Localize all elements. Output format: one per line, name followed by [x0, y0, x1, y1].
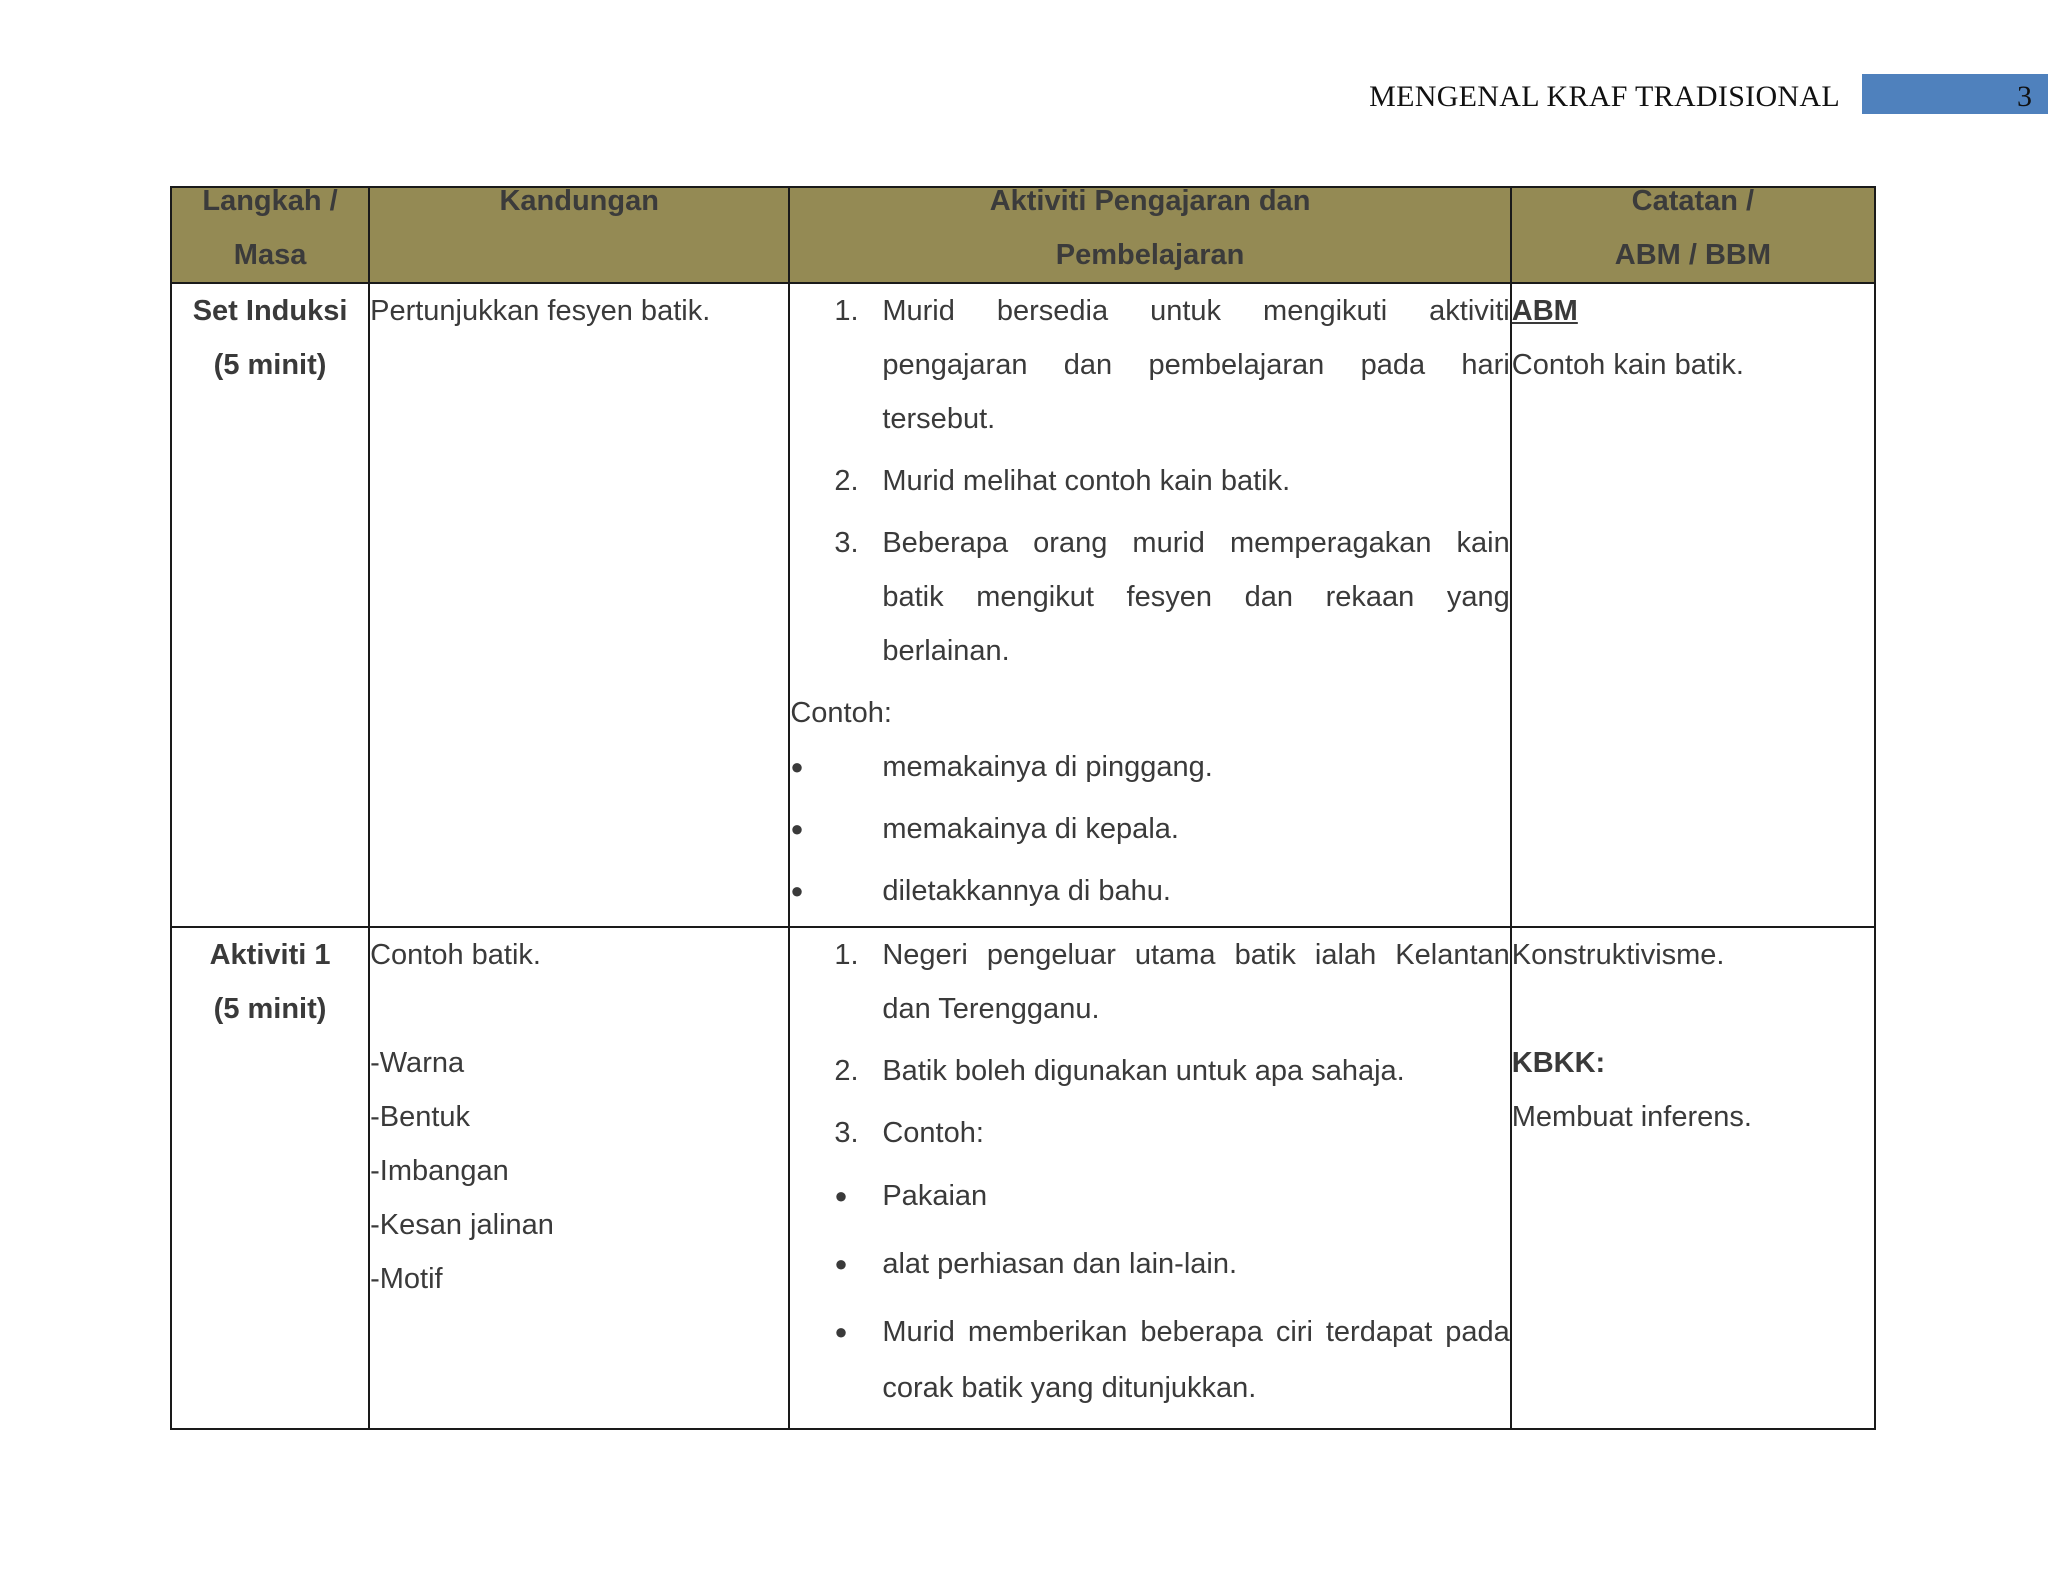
content-text: Pertunjukkan fesyen batik.	[370, 295, 711, 327]
list-number: 2.	[834, 1055, 859, 1087]
step-cell	[171, 927, 369, 1429]
list-item	[790, 1236, 1509, 1292]
bullet-icon: ●	[790, 816, 804, 841]
list-item-text: Negeri pengeluar utama batik ialah Kelantan dan Terengganu.	[882, 939, 1510, 1025]
notes-text: Contoh kain batik.	[1511, 349, 1744, 381]
bullet-icon: ●	[790, 878, 804, 903]
list-item	[834, 284, 1510, 446]
content-cell	[369, 283, 789, 927]
step-label: Aktiviti 1	[209, 939, 331, 971]
content-item: -Warna	[370, 1047, 465, 1079]
list-item-text: Murid memberikan beberapa ciri terdapat pada corak batik yang ditunjukkan.	[882, 1316, 1510, 1404]
list-item-text: Contoh:	[882, 1117, 984, 1149]
page-header-title: MENGENAL KRAF TRADISIONAL	[1369, 80, 1840, 113]
bullet-icon: ●	[834, 1319, 848, 1344]
content-item: -Kesan jalinan	[370, 1209, 554, 1241]
list-item-text: Pakaian	[882, 1180, 988, 1212]
notes-cell	[1511, 927, 1875, 1429]
content-cell	[369, 927, 789, 1429]
table-header-row	[171, 187, 1875, 283]
list-item-text: Beberapa orang murid memperagakan kain batik mengikut fesyen dan rekaan yang berlainan.	[882, 527, 1510, 667]
list-number: 1.	[834, 295, 859, 327]
activity-cell	[789, 927, 1510, 1429]
header-catatan-line1: Catatan /	[1631, 185, 1755, 217]
list-number: 1.	[834, 939, 859, 971]
example-list	[790, 1168, 1509, 1416]
notes-cell	[1511, 283, 1875, 927]
header-kandungan-line1: Kandungan	[499, 185, 659, 217]
bullet-icon: ●	[834, 1251, 848, 1276]
header-langkah-line2: Masa	[233, 239, 307, 271]
header-aktiviti-line2: Pembelajaran	[1055, 239, 1245, 271]
step-time: (5 minit)	[213, 349, 327, 381]
content-text: Contoh batik.	[370, 939, 541, 971]
list-item-text: Batik boleh digunakan untuk apa sahaja.	[882, 1055, 1405, 1087]
notes-heading: KBKK:	[1511, 1047, 1606, 1079]
list-item	[834, 516, 1510, 678]
header-catatan	[1511, 187, 1875, 283]
list-number: 3.	[834, 527, 859, 559]
list-item-text: memakainya di kepala.	[882, 813, 1179, 845]
activity-cell	[789, 283, 1510, 927]
list-item	[790, 1168, 1509, 1224]
activity-list	[790, 928, 1509, 1160]
content-item: -Bentuk	[370, 1101, 471, 1133]
header-aktiviti-line1: Aktiviti Pengajaran dan	[989, 185, 1311, 217]
step-label: Set Induksi	[192, 295, 348, 327]
list-item	[790, 802, 1509, 856]
list-item-text: diletakkannya di bahu.	[882, 875, 1171, 907]
list-item-text: Murid bersedia untuk mengikuti aktiviti pengajaran dan pembelajaran pada hari tersebut.	[882, 295, 1510, 435]
notes-heading: ABM	[1511, 295, 1578, 327]
list-item	[834, 1044, 1509, 1098]
table-row	[171, 283, 1875, 927]
header-aktiviti	[789, 187, 1510, 283]
example-label: Contoh:	[790, 697, 892, 729]
example-list	[790, 740, 1509, 918]
page-number: 3	[2017, 80, 2032, 113]
list-item	[790, 864, 1509, 918]
table-row	[171, 927, 1875, 1429]
bullet-icon: ●	[834, 1183, 848, 1208]
notes-text-2: Membuat inferens.	[1511, 1101, 1752, 1133]
list-number: 3.	[834, 1117, 859, 1149]
list-item	[834, 1106, 1509, 1160]
list-item	[834, 454, 1509, 508]
list-item-text: memakainya di pinggang.	[882, 751, 1213, 783]
page-number-box	[1862, 74, 2048, 114]
lesson-plan-table	[170, 186, 1876, 1430]
list-item	[790, 1304, 1509, 1416]
list-item-text: Murid melihat contoh kain batik.	[882, 465, 1291, 497]
bullet-icon: ●	[790, 754, 804, 779]
list-number: 2.	[834, 465, 859, 497]
header-kandungan	[369, 187, 789, 283]
header-langkah-line1: Langkah /	[202, 185, 338, 217]
list-item-text: alat perhiasan dan lain-lain.	[882, 1248, 1238, 1280]
notes-text: Konstruktivisme.	[1511, 939, 1725, 971]
step-cell	[171, 283, 369, 927]
list-item	[834, 928, 1510, 1036]
header-langkah	[171, 187, 369, 283]
activity-list	[790, 284, 1509, 678]
content-item: -Motif	[370, 1263, 443, 1295]
header-catatan-line2: ABM / BBM	[1614, 239, 1772, 271]
list-item	[790, 740, 1509, 794]
content-item: -Imbangan	[370, 1155, 509, 1187]
step-time: (5 minit)	[213, 993, 327, 1025]
